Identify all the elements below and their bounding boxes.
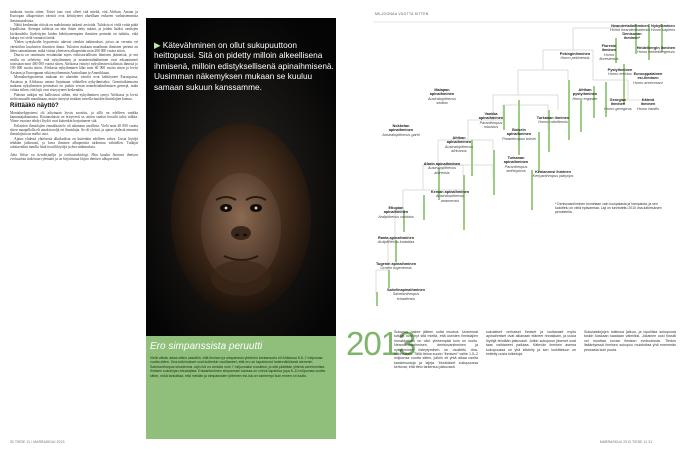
node-rudolfensis: Turkanan ihminen Homo rudolfensis <box>536 116 570 125</box>
pull-quote-text: Kätevähminen on ollut sukupuuttoon heittopussi. Sitä on pidetty milloin alkeellisena ihmisenä, milloin edistyksellisenä apinaihmisenä. Uusimman näkemyksen mukaan se kuuluu samaan sukuun kanssamme. <box>154 40 334 92</box>
footer-right: MARRASKUU 2013 TIEDE 11 31 <box>600 440 653 444</box>
paragraph: Erilaisten ihmislajien rinnakkaiselo oli aikanaan tavallista. Vielä noin 40 000 vuotta sitten maapallolla eli ainakin neljä eri ihmislajia. Se oli yleistä, ja ajatus yhdestä ainoasta ihmislajista on melko uusi. <box>10 123 138 137</box>
author-note: Juha Valste on tietokirjailija ja evoluutiobiologi. Hän kuuluu Suomen ihmisen evoluutiota tutkivaan ryhmään ja on kirjoittanut kirjan ihmisen alkuperästä. <box>10 152 138 161</box>
node-neanderthal: Neandertalinihminen Homo neanderthalensis <box>609 24 651 33</box>
node-georgicus: Georgian ihminen Homo georgicus <box>604 98 632 111</box>
node-ramidus: Etiopian apinaihminen Ardipithecus ramidus <box>378 206 414 219</box>
node-ergaster: Afrikan pystyihminen Homo ergaster <box>572 88 598 101</box>
node-kadabba: Ranta apinaihminen Ardipithecus kadabba <box>377 236 415 245</box>
node-denisovan: Denisovan ihminen* <box>622 32 642 41</box>
section-heading: Riittääkö näyttö? <box>10 103 59 110</box>
node-anamensis: Kenian apinaihminen Australopithecus anamensis <box>430 190 470 203</box>
node-antecessor: Eurooppalainen esi-ihminen Homo antecessor <box>633 72 663 85</box>
node-sahelanthropus: Sahelinapinaihminen Sahelanthropus tchadensis <box>387 288 425 301</box>
bottom-text-col-1: Sukupuu hakee jälleen uutta muotoa. Uusimmat tutkijat ovat nyt sitä mieltä, että useiden ihmislajien rinnakkaiselo on ollut yleisempää kuin on luultu. Neandertalinihmisen, denisovanihmisen ja nykyihmisen risteytyminen on osoitettu dna-tutkimuksin. Tällä tietoa suurin ”ihmisen” vaihe 1,5–2 miljoonaa vuotta sitten, jolloin eli yhtä aikaa useita kantamuotoja ja lajeja. Muutokset sukupuussa kertovat, että tieto tarkentuu jatkuvasti. <box>394 330 478 370</box>
node-tugenensis: Tugenin apinaihminen Orrorin tugenensis <box>376 262 417 271</box>
node-pekinensis: Pekinginihminen Homo pekinensis <box>559 52 591 61</box>
paragraph: Pääosin tutkijat nyt kallistuvat siihen, että nykyihminen syntyi Afrikassa ja levisi sieltä muualle maailmaan, mutta risteytyi matkan varrella muiden ihmislajien kanssa. <box>10 92 138 101</box>
chart-axis-title: MILJOONAA VUOTTA SITTEN <box>375 12 429 16</box>
node-floresiensis: Floresin ihminen Homo floresiensis <box>599 44 619 62</box>
chart-footnote: * Denisovanihminen tunnetaan vain luunpalasta ja hampaista, ja sen luokittelu on vielä epävarmaa. Laji on tunnistettu 2010 dna-tutkimuksen perusteella. <box>555 202 662 215</box>
node-aethiopicus: Turkanan apinaihminen Paranthropus aethiopicus <box>503 156 529 174</box>
triangle-icon: ▶ <box>154 40 161 50</box>
node-erectus: Pystyihminen Homo erectus <box>607 68 633 77</box>
node-garhi: Nokkelan apinaihminen Australopithecus garhi <box>382 124 420 137</box>
paragraph: tatuhatta vuotta sitten. Toiset taas ovat olleet sitä mieltä, että Afrikan, Aasian ja Euroopan alkuperäiset väestöt ovat kehittyneet alueillaan erikseen varhaisemmista ihmismuodoista. <box>10 10 138 23</box>
node-robustus: Vankka apinaihminen Paranthropus robustus <box>478 112 504 130</box>
node-habilis: Kätevä ihminen Homo habilis <box>637 98 659 111</box>
sidebar-box-title: Ero simpanssista peruutti <box>150 341 263 352</box>
paragraph: Yhden syntykodin hypoteesia tukevat etenkin tutkimukset, joissa on verrattu eri väestöihin kuuluvien ihmisten dnata. Tulosten mukaan maailman ihmisten perimä on lähes samanlainen, mikä viittaa yhteiseen alkuperään noin 200 000 vuotta sitten. <box>10 40 138 54</box>
node-platyops: Keniannesi ihminen Kenyanthropus platyops <box>532 170 574 179</box>
left-text-column <box>10 10 138 432</box>
node-africanus: Afrikan apinaihminen Australopithecus africanus <box>444 136 474 154</box>
pull-quote <box>154 40 334 92</box>
node-sediba: Malapan apinaihminen Australopithecus sediba <box>427 88 457 106</box>
node-afarensis: Afarin apinaihminen Australopithecus afarensis <box>423 162 461 175</box>
footer-left: 30 TIEDE 11 / MARRASKUU 2013 <box>10 440 65 444</box>
sidebar-box-text: Vielä vähän aikaa sitten uskottiin, että ihmisen ja simpanssin yhteinen kantamuoto eli Afrikassa 5,5–7 miljoonaa vuotta sitten. Dna-tutkimukset ovat kuitenkin osoittaneet, että ero on tapahtunut todennäköisesti aiemmin. Sahelanthropus tchadensis -lajin ikä on arvioitu noin 7 miljoonaksi vuodeksi, ja sitä pidetään yhtenä vanhimmista ihmisen sukulinjan edustajista. Erkaantuminen simpanssin kanssa on voinut tapahtua jopa 8–10 miljoonaa vuotta sitten, mikä tarkoittaa, että meidän ja simpanssien yhteinen esi-isä on vanhempi kuin ennen on luultu. <box>150 356 325 378</box>
paragraph: Ajatus yhdestä yhteisestä alkukodista on kuitenkin edelleen vahva. Uusia löytöjä tehdään jatkuvasti, ja kuva ihmisen alkuperästä tarkentuu vähitellen. Tutkijat odottavatkin innolla lisää fossiililöytöjä ja dna-tutkimuksia. <box>10 136 138 150</box>
node-heidelbergensis: Heidelbergin ihminen Homo heidelbergensis <box>636 46 676 55</box>
node-homo-sapiens: Nykyihminen Homo sapiens <box>650 24 676 33</box>
node-boisei: Boisein apinaihminen Paranthropus boisei <box>502 128 536 141</box>
paragraph: Monialuehypoteesin mukaan eri alueiden väestöt ovat kehittyneet Euroopassa, Aasiassa ja Afrikassa omina linjoinaan vähitellen nykyihmiseksi. Geenitutkimusten mukaan nykyihmisen perimässä on jonkin verran neandertalinihmisen geenejä, mikä viittaa siihen, että lajit ovat risteytyneet keskenään. <box>10 75 138 93</box>
year-heading: 2013 <box>346 325 416 362</box>
paragraph: Näitä kenkenään riitistä on mahdotonta tarkasti arvioida. Tuloksia ei vielä voida pitää lopullisina. Aiempia tuloksia on niin ikään tietty määrä, ja joiden lisäksi vanhojen kivikaudelta löydettyjen luiden kehittyneempien ihmisten perimää on tutkittu, eikä lukuja voi vielä varmasti tietää. <box>10 23 138 41</box>
bottom-text-col-3: Sukulaislinjojen tutkimus jatkuu, ja lopullista sukupuuta tuskin koskaan saadaan valmiiksi. Jokainen uusi fossiili voi muuttaa kuvaa ihmisen evoluutiosta. Tiedon lisääntyessä ihmisen sukupuu muistuttaa yhä enemmän pensasta kuin puuta. <box>584 330 676 352</box>
paragraph: Dna:ta on onnistuttu eristämään myös esihistoriallisten ihmisten jäänteistä, ja sen avulla on selvitetty, että nykyihminen ja neandertalinihminen ovat erkaantuneet toisistaan noin 400 000 vuotta sitten. Afrikassa esiintyi nykyihmisen kaltaisia ihmisiä jo 190 000 vuotta sitten. Afrikasta nykyihminen lähti noin 60 000 vuotta sitten ja levisi Aasiaan ja Eurooppaan sekä myöhemmin Australiaan ja Amerikkaan. <box>10 53 138 75</box>
bottom-text-col-2: sukulaiset verhaiset ihmiset ja luultavasti myös apinaihmiset ovat aikanaan eläneet rinnakkain, ja uusia löytöjä tehdään jatkuvasti. Jotkin sukupuun jäsenet ovat taas vaihtaneet paikkaa. Kätevän ihmisen asema sukupuussa on yhä kiistelty ja sen luokitteluun on esitetty uusia tulkintoja. <box>486 330 576 357</box>
paragraph: Monialuehypoteesi oli aikoinaan hyvin suosittu, ja sillä on edelleen vankka kannattajakuntansa. Kiistanalaista on erityisesti se, miten vanhat fossiilit tulisi tulkita. Viime vuosina tehdyt löydöt ovat kuitenkin horjuttaneet sitä. <box>10 110 138 124</box>
